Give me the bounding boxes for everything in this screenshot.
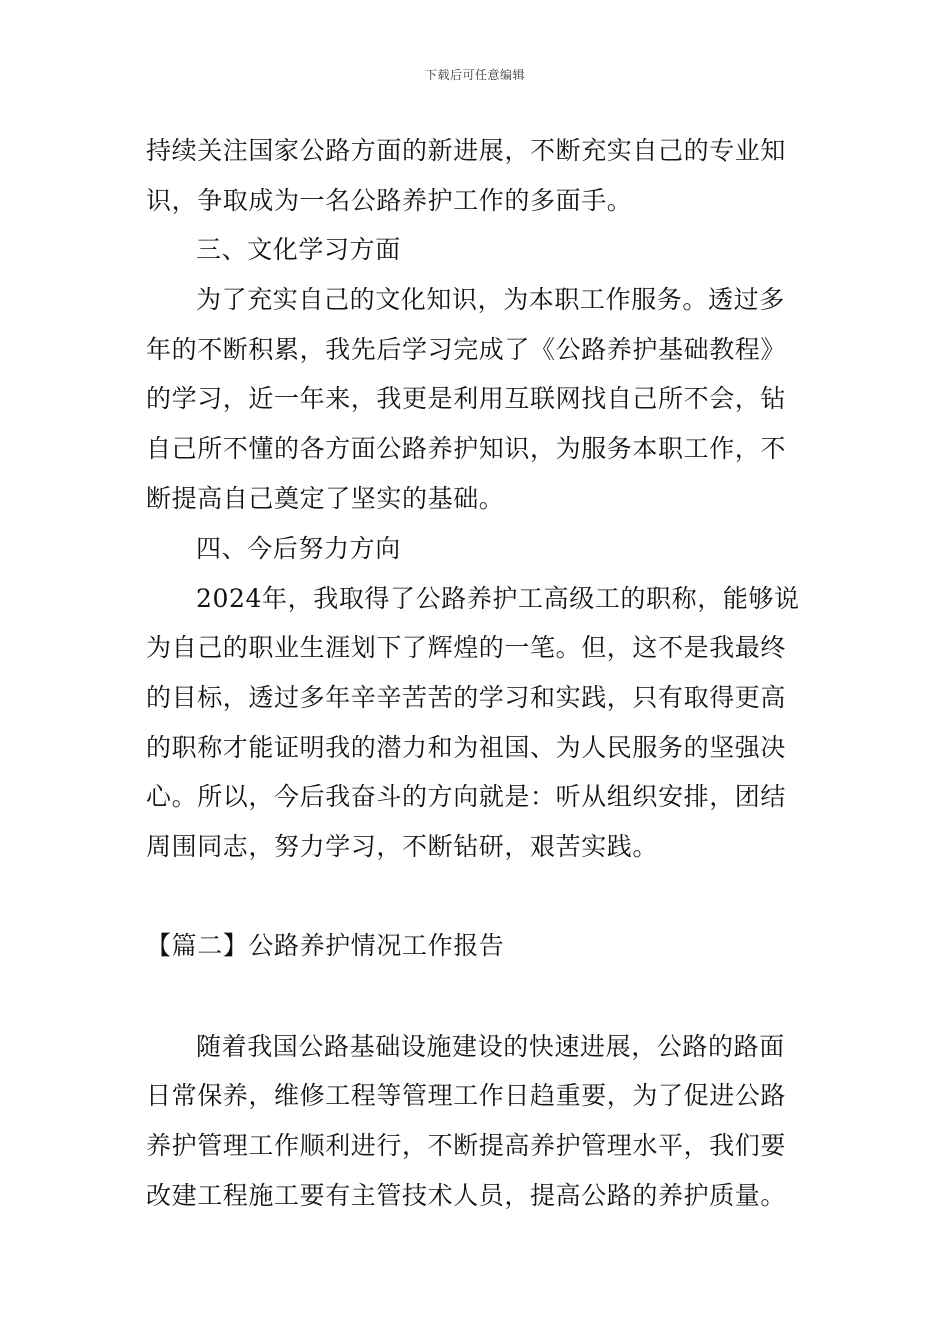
section-heading-culture: 三、文化学习方面 bbox=[196, 235, 401, 264]
text-line: 养护管理工作顺利进行，不断提高养护管理水平，我们要 bbox=[146, 1131, 787, 1160]
section-heading-future: 四、今后努力方向 bbox=[196, 534, 401, 563]
text-line: 改建工程施工要有主管技术人员，提高公路的养护质量。 bbox=[146, 1181, 787, 1210]
text-line: 的职称才能证明我的潜力和为祖国、为人民服务的坚强决 bbox=[146, 733, 787, 762]
text-line: 的学习，近一年来，我更是利用互联网找自己所不会，钻 bbox=[146, 384, 787, 413]
download-note: 下载后可任意编辑 bbox=[424, 68, 525, 82]
text-line: 持续关注国家公路方面的新进展，不断充实自己的专业知 bbox=[146, 136, 787, 165]
text-line: 心。所以，今后我奋斗的方向就是：听从组织安排，团结 bbox=[146, 782, 787, 811]
article-title: 【篇二】公路养护情况工作报告 bbox=[146, 931, 505, 960]
text-line: 日常保养，维修工程等管理工作日趋重要，为了促进公路 bbox=[146, 1081, 787, 1110]
text-line: 识，争取成为一名公路养护工作的多面手。 bbox=[146, 186, 633, 215]
text-line: 2024年，我取得了公路养护工高级工的职称，能够说 bbox=[196, 584, 800, 613]
text-line: 的目标，透过多年辛辛苦苦的学习和实践，只有取得更高 bbox=[146, 683, 787, 712]
text-line: 自己所不懂的各方面公路养护知识，为服务本职工作，不 bbox=[146, 434, 787, 463]
text-line: 为自己的职业生涯划下了辉煌的一笔。但，这不是我最终 bbox=[146, 633, 787, 662]
text-line: 年的不断积累，我先后学习完成了《公路养护基础教程》 bbox=[146, 335, 787, 364]
text-line: 断提高自己奠定了坚实的基础。 bbox=[146, 484, 505, 513]
text-line: 周围同志，努力学习，不断钻研，艰苦实践。 bbox=[146, 832, 659, 861]
text-line: 随着我国公路基础设施建设的快速进展，公路的路面 bbox=[196, 1032, 785, 1061]
text-line: 为了充实自己的文化知识，为本职工作服务。透过多 bbox=[196, 285, 785, 314]
